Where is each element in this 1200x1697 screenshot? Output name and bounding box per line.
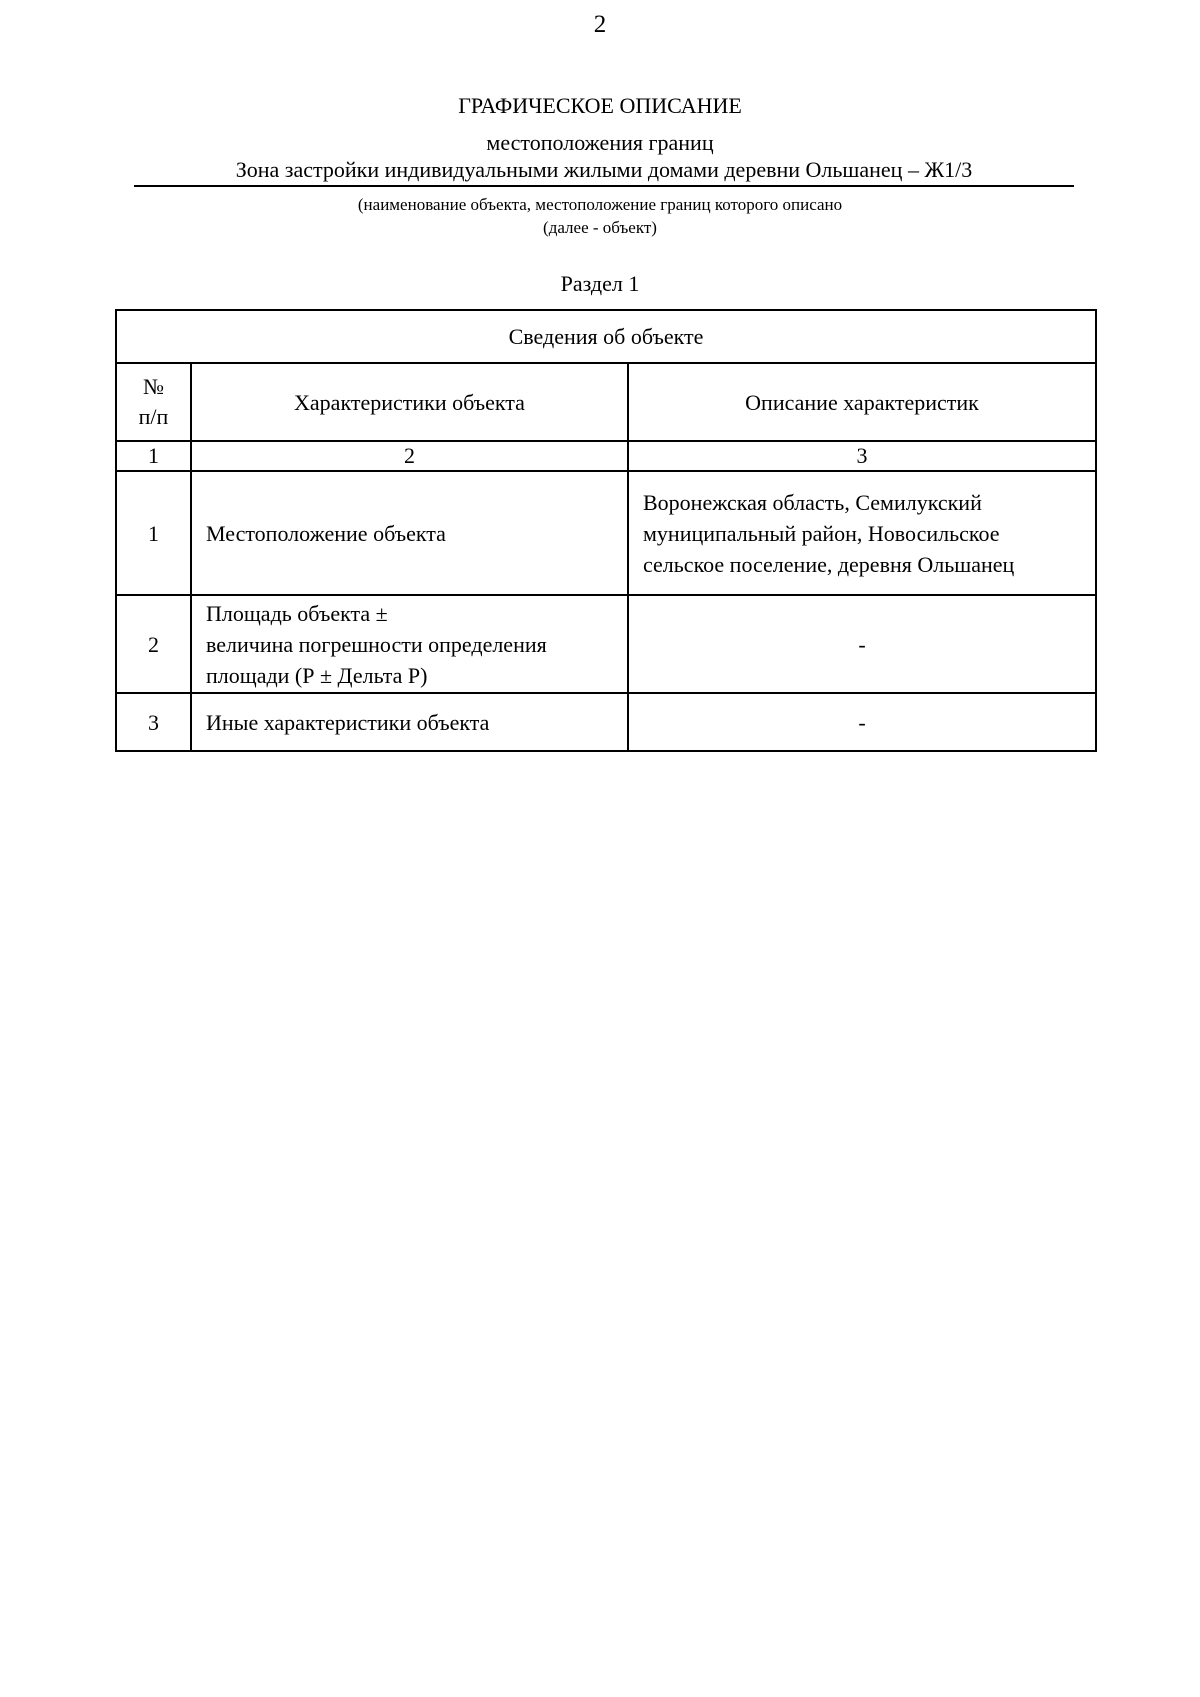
row-characteristic <box>191 693 628 751</box>
row-description <box>628 595 1096 693</box>
table-caption-row <box>116 310 1096 363</box>
table-header-row <box>116 363 1096 441</box>
header-number-symbol: № <box>143 374 164 399</box>
header-number-abbrev: п/п <box>138 404 169 429</box>
row-number: 1 <box>116 471 191 595</box>
column-index: 3 <box>628 441 1096 471</box>
description-line: - <box>858 631 866 657</box>
section-label: Раздел 1 <box>560 271 640 296</box>
table-index-row <box>116 441 1096 471</box>
characteristic-line: Местоположение объекта <box>206 520 446 546</box>
row-description <box>628 471 1096 595</box>
column-index: 2 <box>191 441 628 471</box>
description-line: - <box>858 709 866 735</box>
characteristic-line: площади (Р ± Дельта Р) <box>206 662 428 688</box>
object-name-hint <box>0 193 1200 239</box>
characteristic-line: Площадь объекта ± <box>206 600 388 626</box>
row-characteristic <box>191 471 628 595</box>
row-number: 2 <box>116 595 191 693</box>
table-row <box>116 595 1096 693</box>
document-subtitle: местоположения границ <box>486 130 714 155</box>
description-line: Воронежская область, Семилукский <box>643 489 982 515</box>
object-name: Зона застройки индивидуальными жилыми домами деревни Ольшанец – Ж1/3 <box>134 157 1074 187</box>
table-row <box>116 693 1096 751</box>
row-characteristic <box>191 595 628 693</box>
object-name-hint-line: (далее - объект) <box>543 218 657 237</box>
description-line: сельское поселение, деревня Ольшанец <box>643 551 1015 577</box>
characteristic-line: Иные характеристики объекта <box>206 709 490 735</box>
column-index: 1 <box>116 441 191 471</box>
header-description: Описание характеристик <box>628 363 1096 441</box>
row-description <box>628 693 1096 751</box>
object-info-table <box>115 309 1097 752</box>
page-number: 2 <box>593 11 607 38</box>
header-characteristic: Характеристики объекта <box>191 363 628 441</box>
table-caption: Сведения об объекте <box>116 310 1096 363</box>
document-title: ГРАФИЧЕСКОЕ ОПИСАНИЕ <box>458 93 742 118</box>
header-number <box>116 363 191 441</box>
characteristic-line: величина погрешности определения <box>206 631 547 657</box>
object-name-hint-line: (наименование объекта, местоположение границ которого описано <box>357 195 843 214</box>
description-line: муниципальный район, Новосильское <box>643 520 1000 546</box>
row-number: 3 <box>116 693 191 751</box>
table-row <box>116 471 1096 595</box>
